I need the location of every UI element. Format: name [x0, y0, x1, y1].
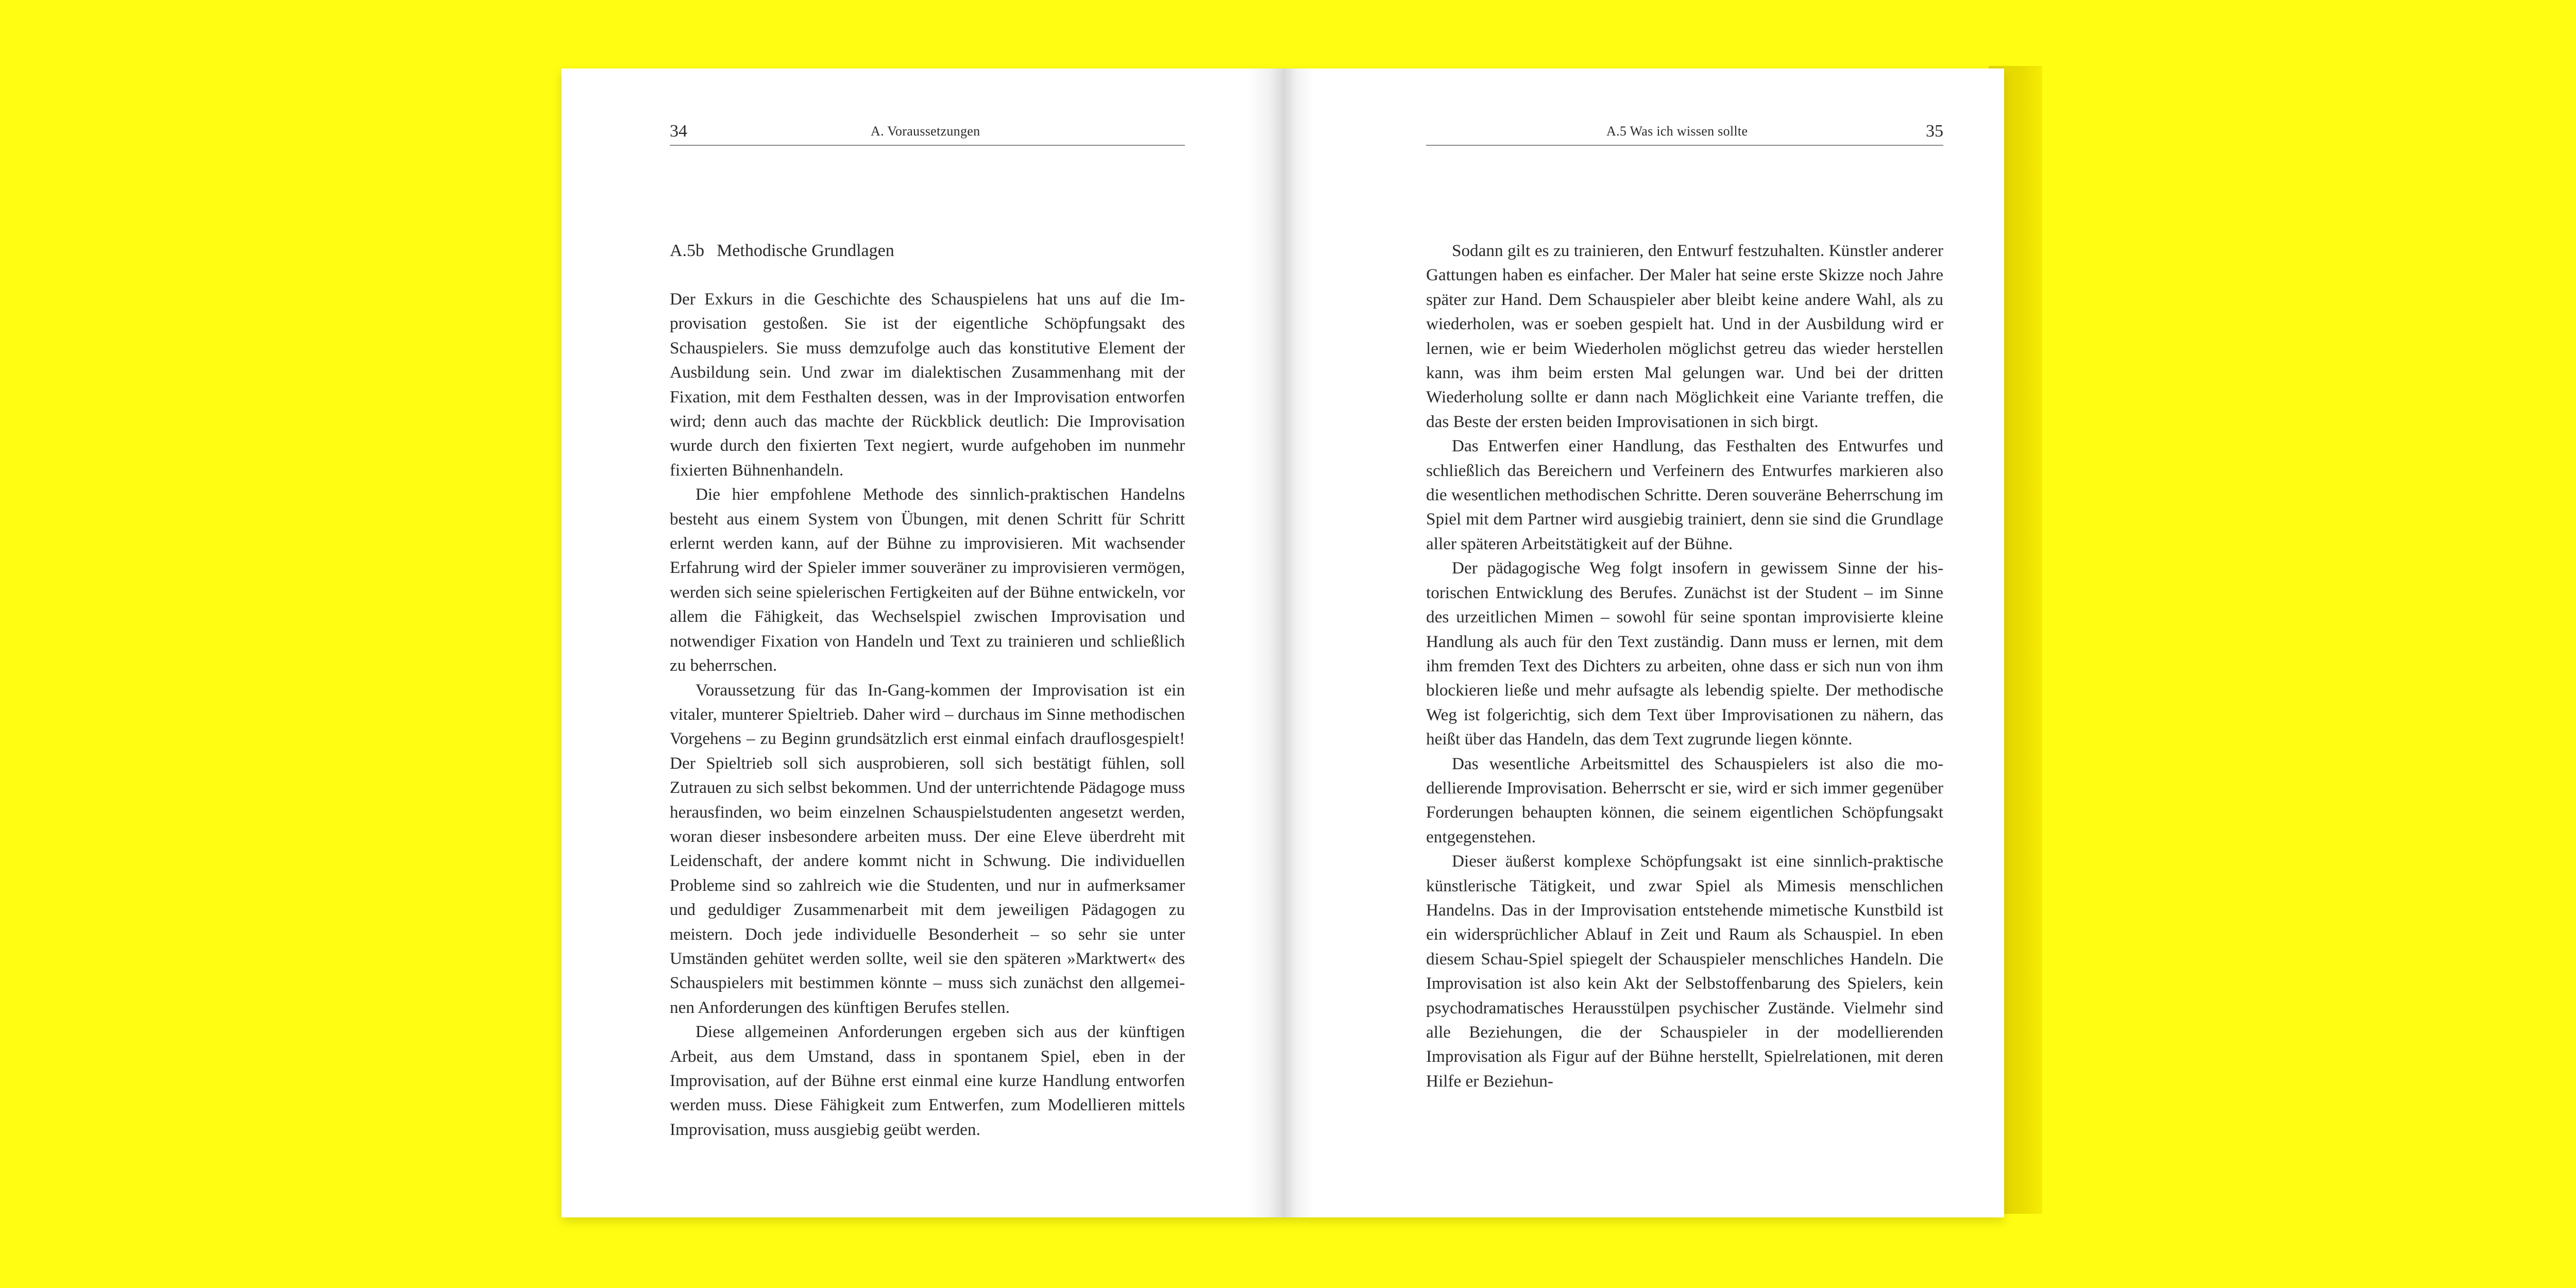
section-number: A.5b: [670, 241, 705, 260]
paragraph: Voraussetzung für das In-Gang-kommen der Improvisation ist ein vitaler, munterer Spieltrieb. Daher wird – durchaus im Sinne methodischen Vorgehens – zu Beginn grundsätzlich erst einmal einfach drauflosgespielt! Der Spieltrieb soll sich ausprobieren, soll sich bestätigt fühlen, soll Zutrauen zu sich selbst bekommen. Und der unterrichtende Pädagoge muss herausfinden, wo beim einzelnen Schauspielstudenten angesetzt werden, woran dieser insbesondere arbeiten muss. Der eine Eleve überdreht mit Leidenschaft, der andere kommt nicht in Schwung. Die individuellen Probleme sind so zahlreich wie die Studenten, und nur in aufmerksamer und geduldiger Zusammenarbeit mit dem jeweiligen Pädagogen zu meistern. Doch jede individuelle Besonderheit – so sehr sie unter Umständen gehütet werden sollte, weil sie den späteren »Marktwert« des Schauspielers mit bestimmen könnte – muss sich zunächst den allgemeinen Anforderungen des künftigen Berufes stellen.: [670, 680, 1185, 1017]
right-page: [1283, 69, 2004, 1217]
paragraph: Das Entwerfen einer Handlung, das Festhalten des Entwurfes und schließlich das Bereichern und Verfeinern des Entwurfes markieren also die wesentlichen methodischen Schritte. Deren souveräne Beherrschung im Spiel mit dem Partner wird ausgiebig trainiert, denn sie sind die Grundlage aller späteren Arbeitstätigkeit auf der Bühne.: [1426, 436, 1943, 553]
page-number: 35: [1926, 122, 1943, 141]
paragraph: Dieser äußerst komplexe Schöpfungsakt ist eine sinnlich-praktische künstlerische Tätigkeit, und zwar Spiel als Mimesis menschlichen Handelns. Das in der Improvisation entstehende mimetische Kunstbild ist ein widersprüchlicher Ablauf in Zeit und Raum als Schauspiel. In eben diesem Schau-Spiel spiegelt der Schauspieler menschliches Handeln. Die Improvisation ist also kein Akt der Selbstoffenbarung des Spielers, kein psychodramatisches Herausstülpen psychischer Zustände. Vielmehr sind alle Beziehungen, die der Schauspieler in der modellierenden Improvisation als Figur auf der Bühne herstellt, Spielrelationen, mit deren Hilfe er Beziehun-: [1426, 852, 1943, 1091]
paragraph: Der pädagogische Weg folgt insofern in gewissem Sinne der historischen Entwicklung des Berufes. Zunächst ist der Student – im Sinne des urzeitlichen Mimen – sowohl für seine spontan improvisierte kleine Handlung als auch für den Text zuständig. Dann muss er lernen, mit dem ihm fremden Text des Dichters zu arbeiten, ohne dass er sich nun von ihm blockieren ließe und mehr aufsagte als lebendig spielte. Der methodische Weg ist folgerichtig, sich dem Text über Improvisationen zu nähern, das heißt über das Handeln, das dem Text zugrunde liegen könnte.: [1426, 558, 1943, 749]
paragraph: Das wesentliche Arbeitsmittel des Schauspielers ist also die modellierende Improvisation. Beherrscht er sie, wird er sich immer gegenüber Forderungen behaupten können, die seinem eigentlichen Schöpfungsakt entgegenstehen.: [1426, 754, 1943, 846]
paragraph: Diese allgemeinen Anforderungen ergeben sich aus der künftigen Arbeit, aus dem Umstand, dass in spontanem Spiel, eben in der Improvisation, auf der Bühne erst einmal eine kurze Handlung entworfen werden muss. Diese Fähigkeit zum Entwerfen, zum Modellieren mittels Improvisation, muss ausgiebig geübt werden.: [670, 1022, 1185, 1139]
left-page-gutter-shade: [1247, 69, 1283, 1217]
right-page-gutter-shade: [1283, 69, 1314, 1217]
right-page-body: [1426, 239, 1943, 1093]
right-page-header: [1426, 119, 1943, 146]
paragraph: Die hier empfohlene Methode des sinnlich-praktischen Handelns besteht aus einem System von Übungen, mit denen Schritt für Schritt erlernt werden kann, auf der Bühne zu improvisieren. Mit wachsender Erfahrung wird der Spieler immer souveräner zu improvisieren vermögen, werden sich seine spielerischen Fertigkeiten auf der Bühne entwickeln, vor allem die Fähigkeit, das Wechselspiel zwischen Improvisation und notwendiger Fixation von Handeln und Text zu trainieren und schließlich zu beherrschen.: [670, 485, 1185, 675]
section-title: Methodische Grundlagen: [717, 241, 894, 260]
paragraph: Der Exkurs in die Geschichte des Schauspielens hat uns auf die Improvisation gestoßen. Sie ist der eigentliche Schöpfungsakt des Schauspielers. Sie muss demzufolge auch das konstitutive Element der Ausbildung sein. Und zwar im dialektischen Zusammenhang mit der Fixation, mit dem Festhalten dessen, was in der Improvisation entworfen wird; denn auch das machte der Rückblick deutlich: Die Improvisation wurde durch den fixierten Text negiert, wurde aufgehoben im nunmehr fixierten Bühnenhandeln.: [670, 290, 1185, 480]
section-heading: [670, 239, 894, 263]
left-page-body: [670, 287, 1185, 1142]
running-head: A. Voraussetzungen: [871, 124, 980, 139]
page-number: 34: [670, 122, 687, 141]
running-head: A.5 Was ich wissen sollte: [1606, 124, 1748, 139]
left-page: [562, 69, 1283, 1217]
open-book: [562, 69, 2004, 1217]
left-page-header: [670, 119, 1185, 146]
paragraph: Sodann gilt es zu trainieren, den Entwurf festzuhalten. Künstler anderer Gattungen haben es einfacher. Der Maler hat seine erste Skizze noch Jahre später zur Hand. Dem Schauspieler aber bleibt keine andere Wahl, als zu wiederholen, was er soeben gespielt hat. Und in der Ausbildung wird er lernen, wie er beim Wiederholen möglichst getreu das wieder herstellen kann, was ihm beim ersten Mal gelungen war. Und bei der dritten Wiederholung sollte er dann nach Möglichkeit eine Variante treffen, die das Beste der ersten beiden Improvisationen in sich birgt.: [1426, 241, 1943, 431]
